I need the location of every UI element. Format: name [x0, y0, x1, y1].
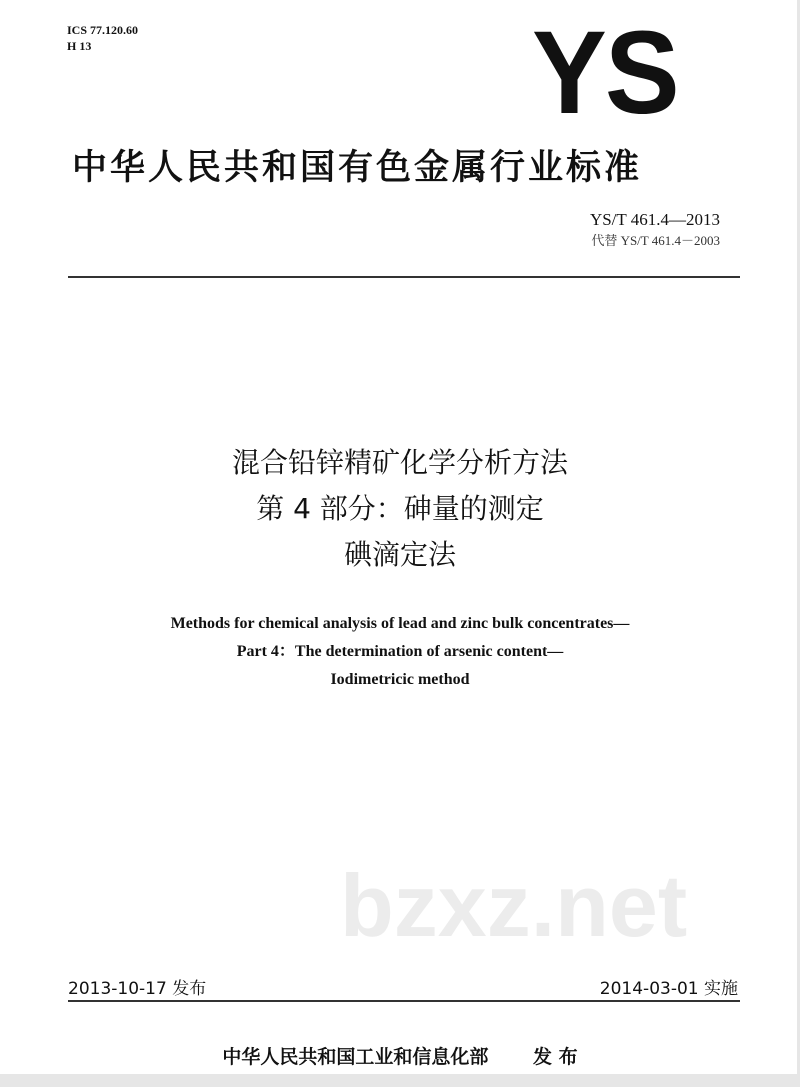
title-en-line: Iodimetricic method	[330, 671, 470, 688]
title-english	[0, 610, 800, 694]
title-chinese	[0, 440, 800, 578]
replaces-code: 代替 YS/T 461.4－2003	[591, 233, 720, 248]
classification-codes	[67, 22, 138, 54]
ys-logo: YS	[532, 7, 678, 139]
page-bottom-edge	[0, 1074, 800, 1087]
title-cn-line: 第 4 部分：砷量的测定	[256, 492, 544, 525]
title-en-line: Part 4：The determination of arsenic content—	[236, 643, 564, 660]
title-en-line: Methods for chemical analysis of lead and zinc bulk concentrates—	[170, 615, 630, 632]
ics-code: ICS 77.120.60	[67, 23, 139, 37]
issue-date: 2013-10-17 发布	[68, 979, 207, 999]
publisher-name: 中华人民共和国工业和信息化部	[222, 1046, 489, 1068]
ccs-code: H 13	[67, 39, 92, 53]
top-divider	[68, 276, 740, 278]
watermark: bzxz.net	[340, 856, 688, 955]
title-cn-line: 碘滴定法	[343, 538, 456, 571]
standard-code: YS/T 461.4—2013	[589, 210, 720, 229]
publisher	[0, 1042, 800, 1069]
title-cn-line: 混合铅锌精矿化学分析方法	[231, 446, 568, 479]
standard-code-block	[590, 210, 720, 249]
publisher-action: 发 布	[533, 1046, 578, 1068]
organization-title: 中华人民共和国有色金属行业标准	[72, 148, 643, 188]
bottom-divider	[68, 1000, 740, 1002]
effective-date: 2014-03-01 实施	[599, 979, 738, 999]
